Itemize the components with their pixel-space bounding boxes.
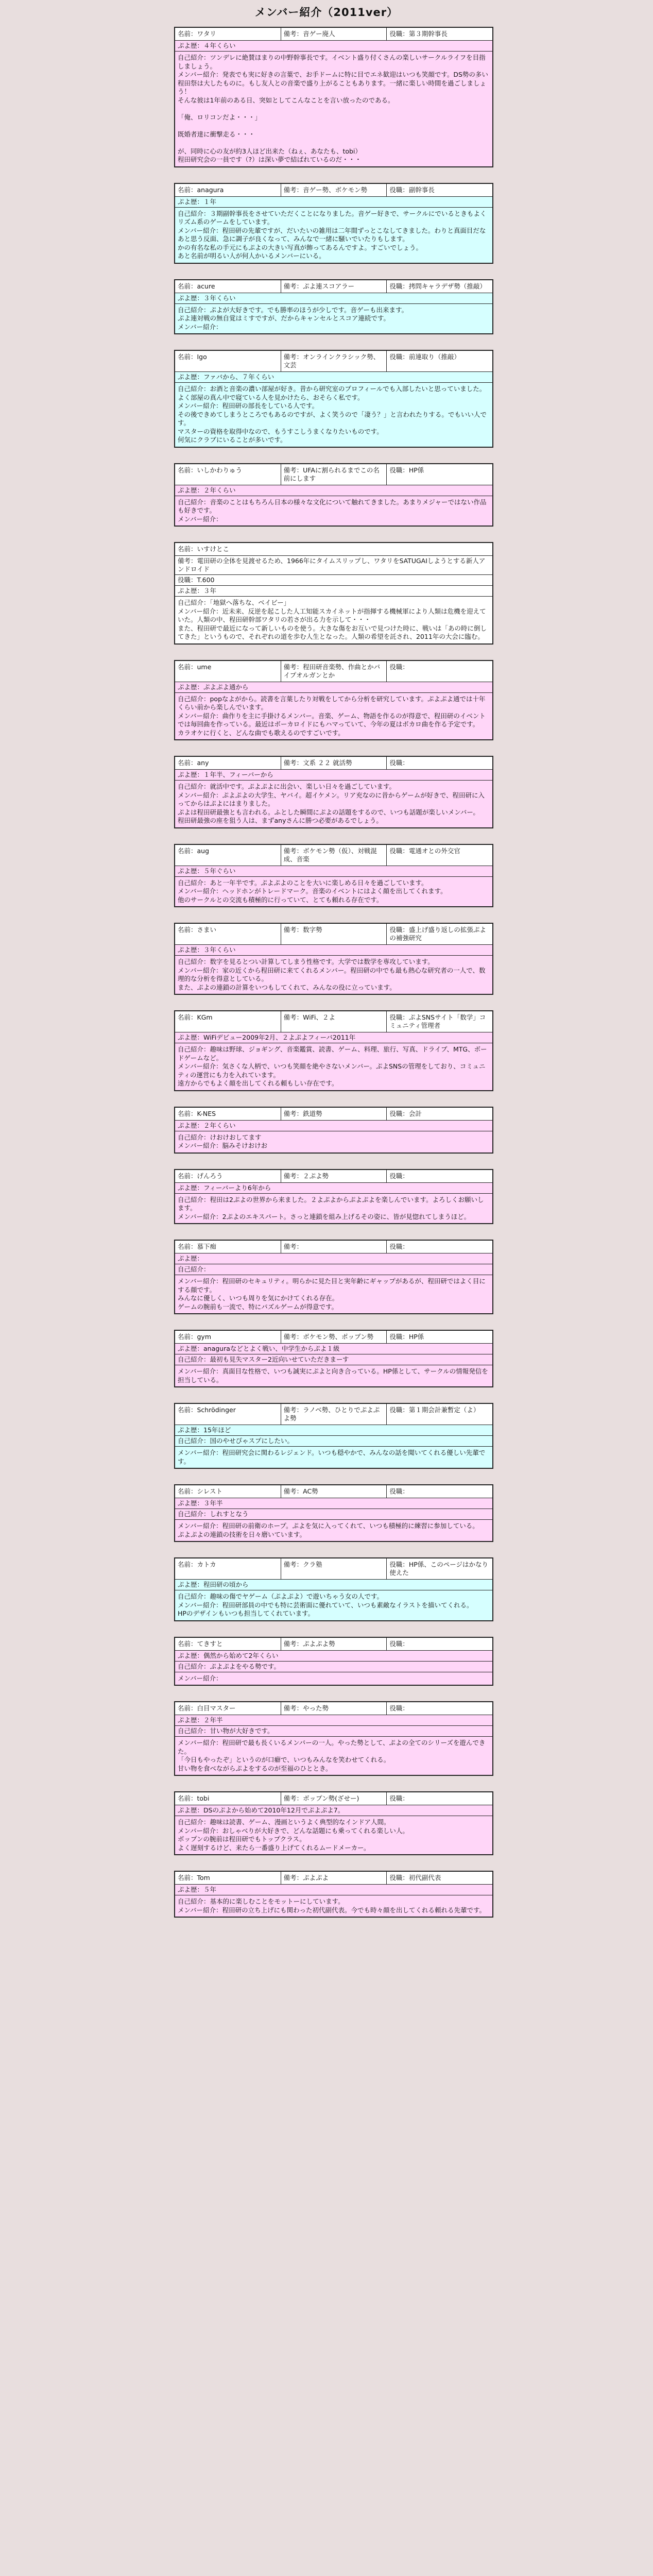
member-header <box>175 1011 492 1032</box>
member-role: 役職：初代副代表 <box>389 1874 441 1882</box>
member-body: メンバー紹介： <box>178 1674 222 1682</box>
member-card <box>174 463 493 527</box>
member-body: 自己紹介：就活中です。ぷよぷよに出会い、楽しい日々を過ごしています。 メンバー紹介：ぷよぷよの大学生、ヤバイ。超イケメン。リア充なのに昔からゲームが好きで、程田研に入ってからはぷよにはまりました。 ぷよは程田研最強とも言われる。ふとした瞬間にぷよの話題をするので、いつも話題が楽しいメンバー。 程田研最強の座を狙う人は、まずanyさんに勝つ必要があるでしょう。 <box>178 783 485 824</box>
member-body: 自己紹介：音楽のことはもちろん日本の様々な文化について触れてきました。あまりメジャーではない作品も好きです。 メンバー紹介： <box>178 498 487 523</box>
member-meta-row: ぷよ歴：３年くらい <box>175 293 492 304</box>
member-name: 名前：いしかわりゅう <box>175 464 281 485</box>
member-meta-row: 自己紹介： <box>175 1264 492 1275</box>
member-body: 自己紹介：ツンデレに絶賛ほまりの中野幹事長です。イベント盛り付くさんの楽しいサークルライフを目指しましょう。 メンバー紹介：発表でも実に好きの言葉で、お手ドームに特に目でエネ歓迎はいつも笑顔です。DS勢の多い程田祭は大したものに。もし友人との音楽で盛り上がることもあります。一緒に楽しい時間を過ごしましょう！ そんな彼は1年前のある日、突如としてこんなことを言い放ったのである。 「俺、ロリコンだよ・・・」 既婚者達に衝撃走る・・・ が、同時に心の友が約3人ほど出来た（ねぇ、あなたも、tobi） 程田研究会の一員です（?）は深い夢で結ばれているのだ・・・ <box>178 54 488 163</box>
member-name: 名前：tobi <box>175 1792 281 1805</box>
member-header <box>175 1241 492 1253</box>
member-role: 役職：盛上げ盛り返しの拡張ぷよの補強研究 <box>389 926 486 942</box>
member-note: 備考：やった勢 <box>281 1702 387 1715</box>
member-header <box>175 280 492 293</box>
member-meta-row: ぷよ歴： <box>175 1253 492 1264</box>
member-role: 役職：電通オとの外交官 <box>389 846 460 855</box>
member-card <box>174 844 493 908</box>
member-header <box>175 543 492 556</box>
member-body: メンバー紹介：真面目な性格で、いつも誠実にぷよと向き合っている。HP係として、サークルの情報発信を担当している。 <box>178 1367 488 1384</box>
member-body: 自己紹介：趣味の傷でヤゲーム（ぷよぷよ）で遊いちゃう女の人です。 メンバー紹介：程田研部員の中でも特に芸術面に優れていて、いつも素敵なイラストを描いてくれる。 HPのデザインもいつも担当してくれています。 <box>178 1592 473 1617</box>
member-name: 名前：シレスト <box>175 1485 281 1498</box>
member-header <box>175 661 492 682</box>
member-role: 役職：HP係 <box>389 1333 424 1341</box>
member-meta-row: 自己紹介：甘い物が大好きです。 <box>175 1726 492 1737</box>
member-meta-row: ぷよ歴：２年くらい <box>175 485 492 496</box>
member-note: 備考：ぷよぷよ勢 <box>281 1638 387 1650</box>
member-header <box>175 1485 492 1498</box>
member-card <box>174 1484 493 1542</box>
member-card <box>174 1557 493 1621</box>
member-body: メンバー紹介：程田研のセキュリティ。明らかに見た目と実年齢にギャップがあるが、程田研ではよく目にする顔です。 みんなに優しく、いつも周りを気にかけてくれる存在。 ゲームの腕前も一流で、特にパズルゲームが得意です。 <box>178 1277 486 1311</box>
member-meta-row: ぷよ歴：５年 <box>175 1885 492 1895</box>
member-note: 備考：程田研音楽勢、作曲とかパイプオルガンとか <box>281 661 387 682</box>
member-role: 役職： <box>389 1243 409 1250</box>
member-meta-row: ぷよ歴：anaguraなどとよく戦い、中学生からぷよ１級 <box>175 1344 492 1354</box>
member-header <box>175 1638 492 1651</box>
member-name: 名前：K-NES <box>175 1108 281 1120</box>
member-meta-row: ぷよ歴：１年半、フィーバーから <box>175 770 492 781</box>
member-body: 自己紹介：けおけおしてます メンバー紹介：脳みそけおけお <box>178 1133 268 1149</box>
member-meta-row: 自己紹介：ぷよぷよをやる勢です。 <box>175 1662 492 1672</box>
member-note: 備考： <box>281 1241 387 1253</box>
member-note: 備考：オンラインクラシック勢、文芸 <box>281 351 387 371</box>
member-role: 役職：前連取り（推敲） <box>389 353 460 361</box>
member-role: 役職：副幹事長 <box>389 185 435 194</box>
member-role: 役職： <box>389 1639 409 1648</box>
member-header <box>175 1872 492 1885</box>
member-body: 自己紹介：趣味は読書、ゲーム、漫画というよく典型的なインドア人間。 メンバー紹介：おしゃべりが大好きで、どんな話題にも乗ってくれる楽しい人。 ボップンの腕前は程田研でもトップクラス。 よく遅刻するけど、来たら一番盛り上げてくれるムードメーカー。 <box>178 1818 409 1852</box>
member-header <box>175 1792 492 1805</box>
member-header <box>175 28 492 41</box>
member-header <box>175 184 492 197</box>
page-title: メンバー紹介（2011ver） <box>254 6 399 19</box>
member-role: 役職：HP係 <box>389 466 424 474</box>
member-note: 備考：ラノベ勢、ひとりでぷよぷよ勢 <box>281 1404 387 1425</box>
member-card <box>174 279 493 335</box>
member-role: 役職： <box>389 759 409 767</box>
member-card <box>174 1637 493 1686</box>
member-name: 名前：aug <box>175 845 281 866</box>
member-card <box>174 542 493 645</box>
member-note: 備考：音ゲー廃人 <box>281 28 387 40</box>
member-card <box>174 1701 493 1776</box>
member-role: 役職：HP係、このページはかなり使えた <box>389 1561 489 1577</box>
member-meta-row: 自己紹介：しれすとなう <box>175 1509 492 1520</box>
member-meta-row: ぷよ歴：WiFiデビュー2009年2月、２よぷよフィーバ2011年 <box>175 1032 492 1043</box>
member-name: 名前：慕下痴 <box>175 1241 281 1253</box>
member-note: 備考：ボケモン勢（仮）、対戦混成、音楽 <box>281 845 387 866</box>
member-meta-row: ぷよ歴：15年ほど <box>175 1425 492 1436</box>
member-card <box>174 183 493 264</box>
member-role: 役職：第１期会計兼暫定（よ） <box>389 1406 480 1414</box>
member-body: 自己紹介：あと一年半です。ぷよぷよのことを大いに楽しめる日々を過ごしています。 メンバー紹介：ヘッドホンがトレードマーク。音楽のイベントにはよく顔を出してくれます。 他のサークルとの交流も積極的に行っていて、とても頼れる存在です。 <box>178 878 447 904</box>
member-name: 名前：さまい <box>175 924 281 944</box>
member-body: メンバー紹介：程田研究会に関わるレジェンド。いつも穏やかで、みんなの話を聞いてくれる優しい先輩です。 <box>178 1449 486 1465</box>
member-meta-row: ぷよ歴：DSのぷよから始めて2010年12月でぷよぷよ7。 <box>175 1805 492 1816</box>
member-name: 名前：げんろう <box>175 1170 281 1182</box>
member-role: 役職： <box>389 1794 409 1802</box>
member-name: 名前：てきすと <box>175 1638 281 1650</box>
member-meta-row: ぷよ歴：３年くらい <box>175 945 492 956</box>
member-header <box>175 1108 492 1121</box>
member-body: 自己紹介：３期副幹事長をさせていただくことになりました。音ゲー好きで、サークルにでいるときもよくリズム系のゲームをしています。 メンバー紹介：程田研の先輩ですが、だいたいの雑用は二年間ずっとこなしてきました。わりと真面目だなあと思う反面、急に調子が良くなって、みんなで一緒に騒いでいたりもします。 かの有名な私の手元にもぷよの大きい写真が飾ってあるんですよ。すごいでしょう。 あと名前が明るい人が何人かいるメンバーにいる。 <box>178 209 487 260</box>
member-role: 役職： <box>389 663 409 671</box>
member-note: 備考：クラ塾 <box>281 1558 387 1579</box>
member-card <box>174 1871 493 1918</box>
member-name: 名前：gym <box>175 1331 281 1343</box>
member-note: 備考：UFAに割られるまでこの名前にします <box>281 464 387 485</box>
member-name: 名前：Schrödinger <box>175 1404 281 1425</box>
member-card <box>174 923 493 995</box>
member-card <box>174 27 493 167</box>
member-name: 名前：Tom <box>175 1872 281 1884</box>
member-role: 役職：ぷよSNSサイト「数学」コミュニティ管理者 <box>389 1013 486 1029</box>
member-header <box>175 924 492 945</box>
member-note: 備考：ぷよ連スコアラー <box>281 280 387 293</box>
member-note: 備考：ぷよぷよ <box>281 1872 387 1884</box>
member-meta-row: ぷよ歴：２年くらい <box>175 1121 492 1131</box>
member-meta-row: 備考：電田研の全体を見渡せるため、1966年にタイムスリップし、ワタリをSATUGAIしようとする新人アンドロイド <box>175 556 492 575</box>
member-role: 役職：第３期幹事長 <box>389 30 448 38</box>
member-body: 自己紹介：「地獄へ落ちな、ベイビー」 メンバー紹介：近未来、反逆を起こした人工知能スカイネットが指揮する機械軍により人類は危機を迎えていた。人類の中、程田研幹部ワタリの若さが出る力を示して・・・ また、程田研で最近になって新しいものを使う。大きな傷をお互いで見つけた時に、戦いは「あの時に倒してきた」というもので、それぞれの道を歩む人生となった。人類の希望を託され、2011年の大会に臨む。 <box>178 599 487 640</box>
member-header <box>175 1170 492 1183</box>
member-list <box>174 27 493 1918</box>
member-note: 備考：音ゲー勢、ボケモン勢 <box>281 184 387 196</box>
member-body: メンバー紹介：程田研で最も長くいるメンバーの一人。やった勢として、ぷよの全てのシリーズを遊んできた。 「今日もやったぞ」というのが口癖で、いつもみんなを笑わせてくれる。 甘い物を食べながらぷよをするのが至福のひととき。 <box>178 1739 486 1772</box>
member-note: 備考：数字勢 <box>281 924 387 944</box>
member-header <box>175 845 492 866</box>
member-header <box>175 1404 492 1425</box>
member-meta-row: ぷよ歴：４年くらい <box>175 41 492 52</box>
member-name: 名前：any <box>175 757 281 769</box>
member-card <box>174 1330 493 1387</box>
member-meta-row: ぷよ歴：１年 <box>175 197 492 208</box>
member-body: 自己紹介：程田は2ぷよの世界から来ました。２よぷよからぷよぷよを楽しんでいます。よろしくお願いします。 メンバー紹介：2ぷよのエキスパート。さっと連鎖を組み上げるその姿に、皆が見惚れてしまうほど。 <box>178 1195 484 1221</box>
member-role: 役職： <box>389 1172 409 1180</box>
member-name: 名前：anagura <box>175 184 281 196</box>
member-body: 自己紹介：数字を見るとつい計算してしまう性格です。大学では数学を専攻しています。 メンバー紹介：家の近くから程田研に来てくれるメンバー。程田研の中でも最も熱心な研究者の一人で、数理的な分析を得意としている。 また、ぷよの連鎖の計算をいつもしてくれて、みんなの役に立っています。 <box>178 958 486 991</box>
member-name: 名前：ワタリ <box>175 28 281 40</box>
member-header <box>175 757 492 770</box>
member-meta-row: ぷよ歴：偶然から始めて2年くらい <box>175 1651 492 1662</box>
member-note: 備考：ボップン勢(ざせー) <box>281 1792 387 1805</box>
member-role: 役職： <box>389 1487 409 1495</box>
member-card <box>174 1240 493 1314</box>
member-card <box>174 1403 493 1469</box>
member-name: 名前：ume <box>175 661 281 682</box>
member-card <box>174 1169 493 1225</box>
member-meta-row: ぷよ歴：３年半 <box>175 1498 492 1509</box>
member-body: 自己紹介：ぷよが大好きです。でも勝率のほうが少しです。音ゲーも出来ます。 ぷよ連対戦の無自覚はミすですが、だからキャンセルとスコア連続です。 メンバー紹介： <box>178 306 408 331</box>
member-header <box>175 464 492 485</box>
member-meta-row: ぷよ歴：２年半 <box>175 1715 492 1726</box>
member-meta-row: ぷよ歴：程田研の頃から <box>175 1580 492 1590</box>
member-name: 名前：Igo <box>175 351 281 371</box>
member-header <box>175 351 492 372</box>
member-name: 名前：KGm <box>175 1011 281 1032</box>
member-header <box>175 1331 492 1344</box>
member-header <box>175 1558 492 1580</box>
member-name: 名前：白目マスター <box>175 1702 281 1715</box>
member-card <box>174 1791 493 1855</box>
member-note: 備考：WiFi、２よ <box>281 1011 387 1032</box>
member-meta-row: 自己紹介：国のやせぴゃスプにしたい。 <box>175 1436 492 1447</box>
member-body: 自己紹介：趣味は野球、ジョギング、音楽鑑賞、読書、ゲーム、料理、旅行、写真、ドライブ、MTG、ボードゲームなど。 メンバー紹介：気さくな人柄で、いつも笑顔を絶やさないメンバー。ぷよSNSの管理をしており、コミュニティの運営にも力を入れています。 遠方からでもよく顔を出してくれる頼もしい存在です。 <box>178 1045 487 1087</box>
member-body: 自己紹介：popなよがから。読書を言葉したり対戦をしてから分析を研究しています。ぷよぷよ通では十年くらい前から楽しんでいます。 メンバー紹介：曲作りを主に手掛けるメンバー。音楽、ゲーム、物語を作るのが得意で、程田研のイベントでは毎回曲を作っている。最近はボーカロイドにもハマっていて、今年の夏はボカロ曲を作る予定です。 カラオケに行くと、どんな曲でも歌えるのですごいです。 <box>178 694 486 737</box>
member-meta-row: ぷよ歴：５年ぐらい <box>175 866 492 877</box>
member-meta-row: ぷよ歴：３年 <box>175 586 492 597</box>
member-name: 名前：いすけとこ <box>178 545 230 553</box>
member-name: 名前：acure <box>175 280 281 293</box>
member-body: 自己紹介：お酒と音楽の濃い部屋が好き。昔から研究室のプロフィールでも入部したいと思っていました。よく部屋の真ん中で寝ている人を見かけたら、おそらく私です。 メンバー紹介：程田研の部長をしている人です。 その後できめてしまうところでもあるのですが、よく笑うので「凄う？」と言われたりする。でもいい人です。 マスターの資格を取得中なので、もうすこしうまくなりたいものです。 何気にクラブにいることが多いです。 <box>178 385 487 444</box>
member-meta-row: 役職：T.600 <box>175 575 492 586</box>
member-meta-row: ぷよ歴：ファバから、７年くらい <box>175 372 492 383</box>
member-card <box>174 756 493 828</box>
member-header <box>175 1702 492 1715</box>
member-note: 備考：文系 ２２ 就活勢 <box>281 757 387 769</box>
member-card <box>174 660 493 741</box>
member-card <box>174 1010 493 1091</box>
member-note: 備考：AC勢 <box>281 1485 387 1498</box>
member-note: 備考：鉄道勢 <box>281 1108 387 1120</box>
member-card <box>174 1107 493 1154</box>
member-role: 役職： <box>389 1704 409 1712</box>
member-note: 備考：２ぷよ勢 <box>281 1170 387 1182</box>
member-body: メンバー紹介：程田研の前衛のホープ。ぷよを気に入ってくれて、いつも積極的に練習に参加している。 ぷよぷよの連鎖の技術を日々磨いています。 <box>178 1522 479 1538</box>
member-card <box>174 350 493 448</box>
member-role: 役職：会計 <box>389 1109 422 1117</box>
member-body: 自己紹介：基本的に楽しむことをモットーにしています。 メンバー紹介：程田研の立ち上げにも関わった初代副代表。今でも時々顔を出してくれる頼れる先輩です。 <box>178 1897 486 1914</box>
member-meta-row: ぷよ歴：フィーバーより6年から <box>175 1183 492 1194</box>
member-role: 役職：拷問キャラデザ勢（推敲） <box>389 282 486 290</box>
member-meta-row: ぷよ歴：ぷよぷよ通から <box>175 682 492 693</box>
member-name: 名前：カトカ <box>175 1558 281 1579</box>
member-note: 備考：ボケモン勢、ポップン勢 <box>281 1331 387 1343</box>
member-meta-row: 自己紹介：最初も見失マスター2近向いせていただきまーす <box>175 1354 492 1365</box>
